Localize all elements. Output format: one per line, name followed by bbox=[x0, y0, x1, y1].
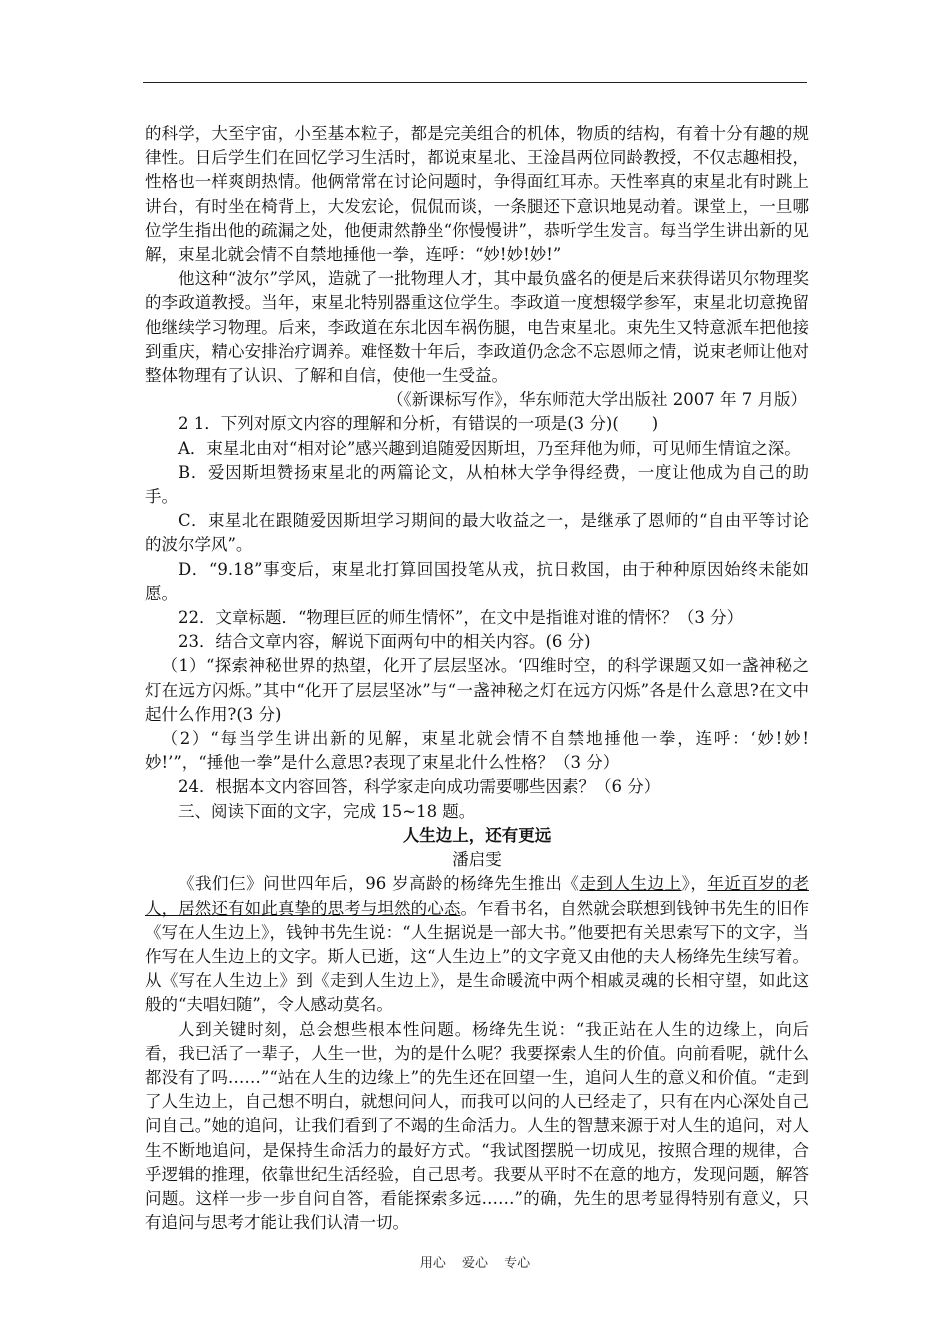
question-21-option-c: C．束星北在跟随爱因斯坦学习期间的最大收益之一，是继承了恩师的“自由平等讨论的波尔学风”。 bbox=[145, 511, 809, 555]
page-body bbox=[145, 122, 809, 1235]
question-23: 23．结合文章内容，解说下面两句中的相关内容。(6 分) bbox=[178, 632, 591, 652]
article-paragraph-2: 人到关键时刻，总会想些根本性问题。杨绛先生说：“我正站在人生的边缘上，向后看，我已活了一辈子，人生一世，为的是什么呢？我要探索人生的价值。向前看呢，就什么都没有了吗……”“站在人生的边缘上”的先生还在回望一生，追问人生的意义和价值。“走到了人生边上，自己想不明白，就想问问人，而我可以问的人已经走了，只有在内心深处自己问自己。”她的追问，让我们看到了不竭的生命活力。人生的智慧来源于对人生的追问，对人生不断地追问，是保持生命活力的最好方式。“我试图摆脱一切成见，按照合理的规律，合乎逻辑的推理，依靠世纪生活经验，自己思考。我要从平时不在意的地方，发现问题，解答问题。这样一步一步自问自答，看能探索多远……”的确，先生的思考显得特别有意义，只有追问与思考才能让我们认清一切。 bbox=[145, 1019, 809, 1233]
source-citation: （《新课标写作》，华东师范大学出版社 2007 年 7 月版） bbox=[387, 390, 807, 410]
article-title: 人生边上，还有更远 bbox=[402, 825, 552, 845]
underlined-sentence: 年近百岁的老人，居然还有如此真挚的思考与坦然的心态 bbox=[145, 874, 810, 918]
article-p1-text-mid: 》， bbox=[681, 874, 708, 894]
footer-word: 专心 bbox=[504, 1256, 531, 1271]
header-rule bbox=[143, 82, 807, 83]
article-author: 潘启雯 bbox=[452, 850, 502, 870]
question-21-option-b: B．爱因斯坦赞扬束星北的两篇论文，从柏林大学争得经费，一度让他成为自己的助手。 bbox=[145, 462, 809, 507]
footer-word: 用心 bbox=[419, 1256, 446, 1271]
article-p1-text-end: 。乍看书名，自然就会联想到钱钟书先生的旧作《写在人生边上》，钱钟书先生说：“人生据说是一部大书。”他要把有关思索写下的文字，当作写在人生边上的文字。斯人已逝，这“人生边上”的文字竟又由他的夫人杨绛先生续写着。从《写在人生边上》到《走到人生边上》，是生命暖流中两个相戚灵魂的长相守望，如此这般的“夫唱妇随”，令人感动莫名。 bbox=[145, 898, 810, 1015]
section-3-heading: 三、阅读下面的文字，完成 15~18 题。 bbox=[178, 801, 476, 821]
question-23-part-2: （2）“每当学生讲出新的见解，束星北就会情不自禁地捶他一拳，连呼：‘妙!妙!妙!’”，“捶他一拳”是什么意思?表现了束星北什么性格？（3 分） bbox=[145, 729, 809, 773]
question-22: 22．文章标题．“物理巨匠的师生情怀”，在文中是指谁对谁的情怀？（3 分） bbox=[178, 608, 744, 628]
paragraph-2: 他这种“波尔”学风，造就了一批物理人才，其中最负盛名的便是后来获得诺贝尔物理奖的李政道教授。当年，束星北特别器重这位学生。李政道一度想辍学参军，束星北切意挽留他继续学习物理。后来，李政道在东北因车祸伤腿，电告束星北。束先生又特意派车把他接到重庆，精心安排治疗调养。难怪数十年后，李政道仍念念不忘恩师之情，说束老师让他对整体物理有了认识、了解和自信，使他一生受益。 bbox=[145, 269, 809, 386]
question-23-part-1: （1）“探索神秘世界的热望，化开了层层坚冰。‘四维时空，的科学课题又如一盏神秘之灯在远方闪烁。”其中“化开了层层坚冰”与“一盏神秘之灯在远方闪烁”各是什么意思?在文中起什么作用?(3 分) bbox=[145, 656, 809, 724]
article-paragraph-1 bbox=[145, 872, 809, 1017]
page-footer bbox=[0, 1252, 950, 1271]
question-21-option-a: A．束星北由对“相对论”感兴趣到追随爱因斯坦，乃至拜他为师，可见师生情谊之深。 bbox=[178, 438, 801, 458]
article-p1-text-start: 《我们仨》问世四年后，96 岁高龄的杨绛先生推出《 bbox=[178, 874, 580, 894]
question-24: 24．根据本文内容回答，科学家走向成功需要哪些因素？（6 分） bbox=[178, 777, 661, 797]
book-title-underlined: 走到人生边上 bbox=[579, 874, 682, 894]
question-21-option-d: D．“9.18”事变后，束星北打算回国投笔从戎，抗日救国，由于种种原因始终未能如愿。 bbox=[145, 559, 809, 603]
paragraph-1: 的科学，大至宇宙，小至基本粒子，都是完美组合的机体，物质的结构，有着十分有趣的规律性。日后学生们在回忆学习生活时，都说束星北、王淦昌两位同龄教授，不仅志趣相投，性格也一样爽朗热情。他俩常常在讨论问题时，争得面红耳赤。天性率真的束星北有时跳上讲台，有时坐在椅背上，大发宏论，侃侃而谈，一条腿还下意识地晃动着。课堂上，一旦哪位学生指出他的疏漏之处，他便肃然静坐“你慢慢讲”，恭听学生发言。每当学生讲出新的见解，束星北就会情不自禁地捶他一拳，连呼：“妙!妙!妙!” bbox=[145, 124, 809, 265]
question-21: 2 1．下列对原文内容的理解和分析，有错误的一项是(3 分)( ) bbox=[178, 414, 659, 434]
footer-word: 爱心 bbox=[461, 1256, 488, 1271]
